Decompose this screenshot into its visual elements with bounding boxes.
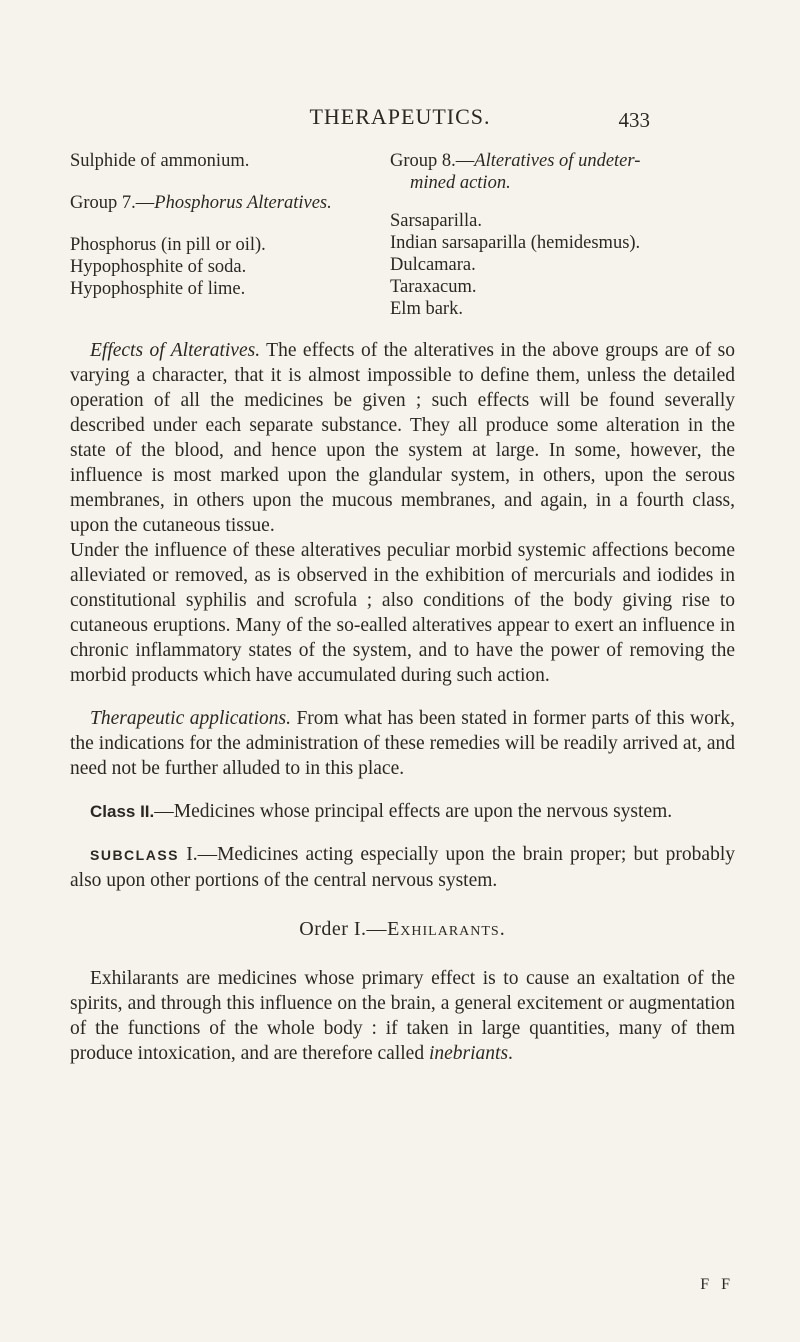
list-item: Dulcamara. [390,255,476,275]
subclass-text: —Medicines acting especially upon the brain proper; but probably also upon other portions of the central nervous system. [70,844,735,891]
list-item-sulphide: Sulphide of ammonium. [70,151,250,171]
class-2-label: Class II. [90,802,155,821]
running-title: THERAPEUTICS. [309,104,491,129]
therapeutic-text: From what has been stated in former parts of this work, the indications for the administration of these remedies will be readily arrived at, and need not be further alluded to in this place. [70,708,735,779]
list-item: Indian sarsaparilla (hemidesmus). [390,233,641,253]
therapeutic-paragraph [70,706,735,781]
list-item: Hypophosphite of lime. [70,279,246,299]
order-1-heading [70,917,735,942]
group-7-title: Phosphorus Alteratives. [154,193,332,213]
right-list-column [390,150,760,320]
list-item: Hypophosphite of soda. [70,257,247,277]
order-1-prefix: Order I.— [299,918,388,940]
list-item: Phosphorus (in pill or oil). [70,235,266,255]
left-list-column [70,150,370,300]
subclass-1-paragraph [70,842,735,893]
group-8-heading [390,150,760,172]
page-header [0,104,800,144]
main-text [70,338,735,1066]
inebriants-term: inebriants [428,1043,509,1064]
influence-paragraph: Under the influence of these alteratives peculiar morbid systemic affections become alleviated or removed, as is observed in the exhibition of mercurials and iodides in constitutional syphilis and scrofula ; also conditions of the body giving rise to cutaneous eruptions. Many of the so-ealled alteratives appear to exert an influence in chronic inflammatory states of the system, and to have the power of removing the morbid products which have accumulated during such action. [70,540,735,686]
effects-paragraph [70,338,735,538]
group-8-prefix: Group 8.— [390,151,475,171]
group-7-heading [70,192,370,214]
group-7-prefix: Group 7.— [70,193,155,213]
list-item: Sarsaparilla. [390,211,482,231]
group-8-title-line2: mined action. [410,173,511,193]
therapeutic-heading: Therapeutic applications. [90,708,291,729]
class-2-text: —Medicines whose principal effects are upon the nervous system. [154,801,673,822]
subclass-label: SUBCLASS [90,847,180,863]
group-8-title-line2-row [390,172,760,194]
list-item: Elm bark. [390,299,463,319]
class-2-paragraph [70,799,735,824]
list-item: Taraxacum. [390,277,477,297]
page-number: 433 [618,108,650,132]
signature-mark: F F [700,1276,734,1293]
effects-heading: Effects of Alteratives. [90,340,261,361]
exhilarants-paragraph [70,966,735,1066]
exhilarants-text: Exhilarants are medicines whose primary effect is to cause an exaltation of the spirits, and through this influence on the brain, a general excitement or augmentation of the functions of the whole body : if taken in large quantities, many of them produce intoxication, and are therefore called [70,968,735,1064]
exhilarants-end: . [508,1043,513,1064]
subclass-numeral: I. [179,844,198,865]
effects-text: The effects of the alteratives in the above groups are of so varying a character, that it is almost impossible to define them, unless the detailed operation of all the medicines be given ; such effects will be found severally described under each separate substance. They all produce some alteration in the state of the blood, and hence upon the system at large. In some, however, the influence is most marked upon the glandular system, in others, upon the serous membranes, in others upon the mucous membranes, and again, in a fourth class, upon the cutaneous tissue. [70,340,736,536]
order-1-title: Exhilarants. [387,918,506,940]
group-8-title-line1: Alteratives of undeter- [474,151,641,171]
